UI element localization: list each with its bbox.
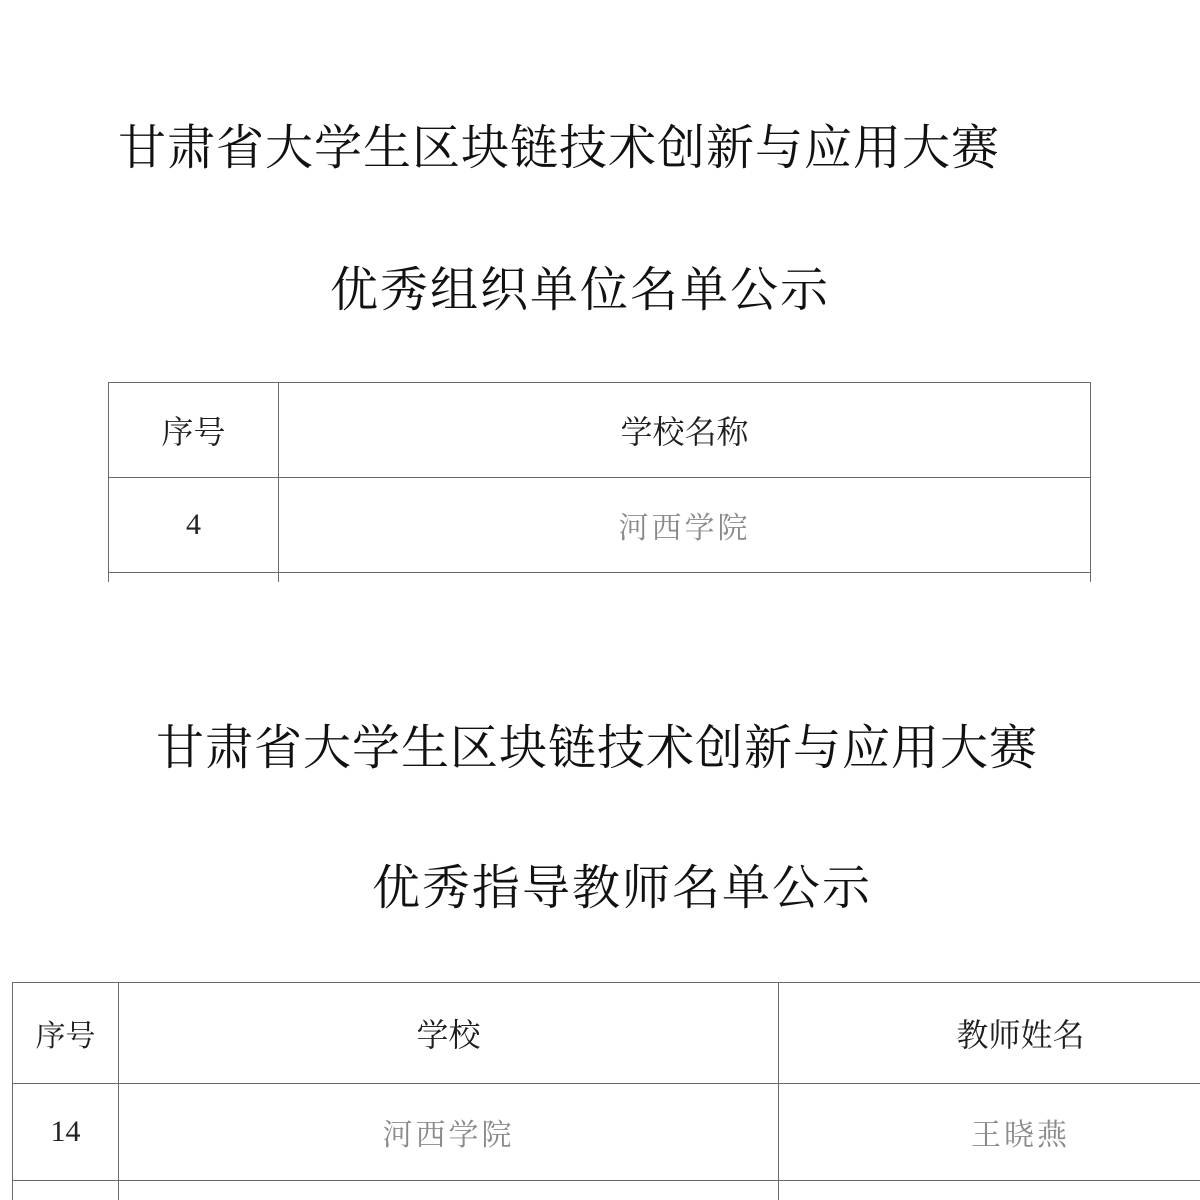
section2-title-line2: 优秀指导教师名单公示 bbox=[372, 860, 873, 916]
header-index: 序号 bbox=[109, 383, 279, 478]
organizer-table bbox=[108, 382, 1091, 582]
teacher-table-region bbox=[0, 972, 1200, 1200]
header-teacher-name: 教师姓名 bbox=[779, 983, 1200, 1084]
table-row bbox=[13, 1084, 1200, 1181]
section1-title-line2: 优秀组织单位名单公示 bbox=[330, 262, 831, 318]
row-partial-cell bbox=[279, 573, 1091, 583]
table-row-partial bbox=[109, 573, 1091, 583]
row-partial-cell bbox=[779, 1181, 1200, 1200]
row-partial-cell bbox=[13, 1181, 119, 1200]
row-school: 河西学院 bbox=[279, 478, 1091, 573]
table-header-row bbox=[109, 383, 1091, 478]
row-school: 河西学院 bbox=[119, 1084, 779, 1181]
organizer-table-region bbox=[100, 374, 1100, 582]
row-teacher-name: 王晓燕 bbox=[779, 1084, 1200, 1181]
table-header-row bbox=[13, 983, 1200, 1084]
row-index: 4 bbox=[109, 478, 279, 573]
section2-title-line1: 甘肃省大学生区块链技术创新与应用大赛 bbox=[156, 720, 1039, 776]
table-row-partial bbox=[13, 1181, 1200, 1200]
header-index: 序号 bbox=[13, 983, 119, 1084]
section1-title-line1: 甘肃省大学生区块链技术创新与应用大赛 bbox=[118, 120, 1001, 176]
row-partial-cell bbox=[109, 573, 279, 583]
row-index: 14 bbox=[13, 1084, 119, 1181]
header-school: 学校 bbox=[119, 983, 779, 1084]
teacher-table bbox=[12, 982, 1200, 1200]
table-row bbox=[109, 478, 1091, 573]
row-partial-cell bbox=[119, 1181, 779, 1200]
header-school-name: 学校名称 bbox=[279, 383, 1091, 478]
